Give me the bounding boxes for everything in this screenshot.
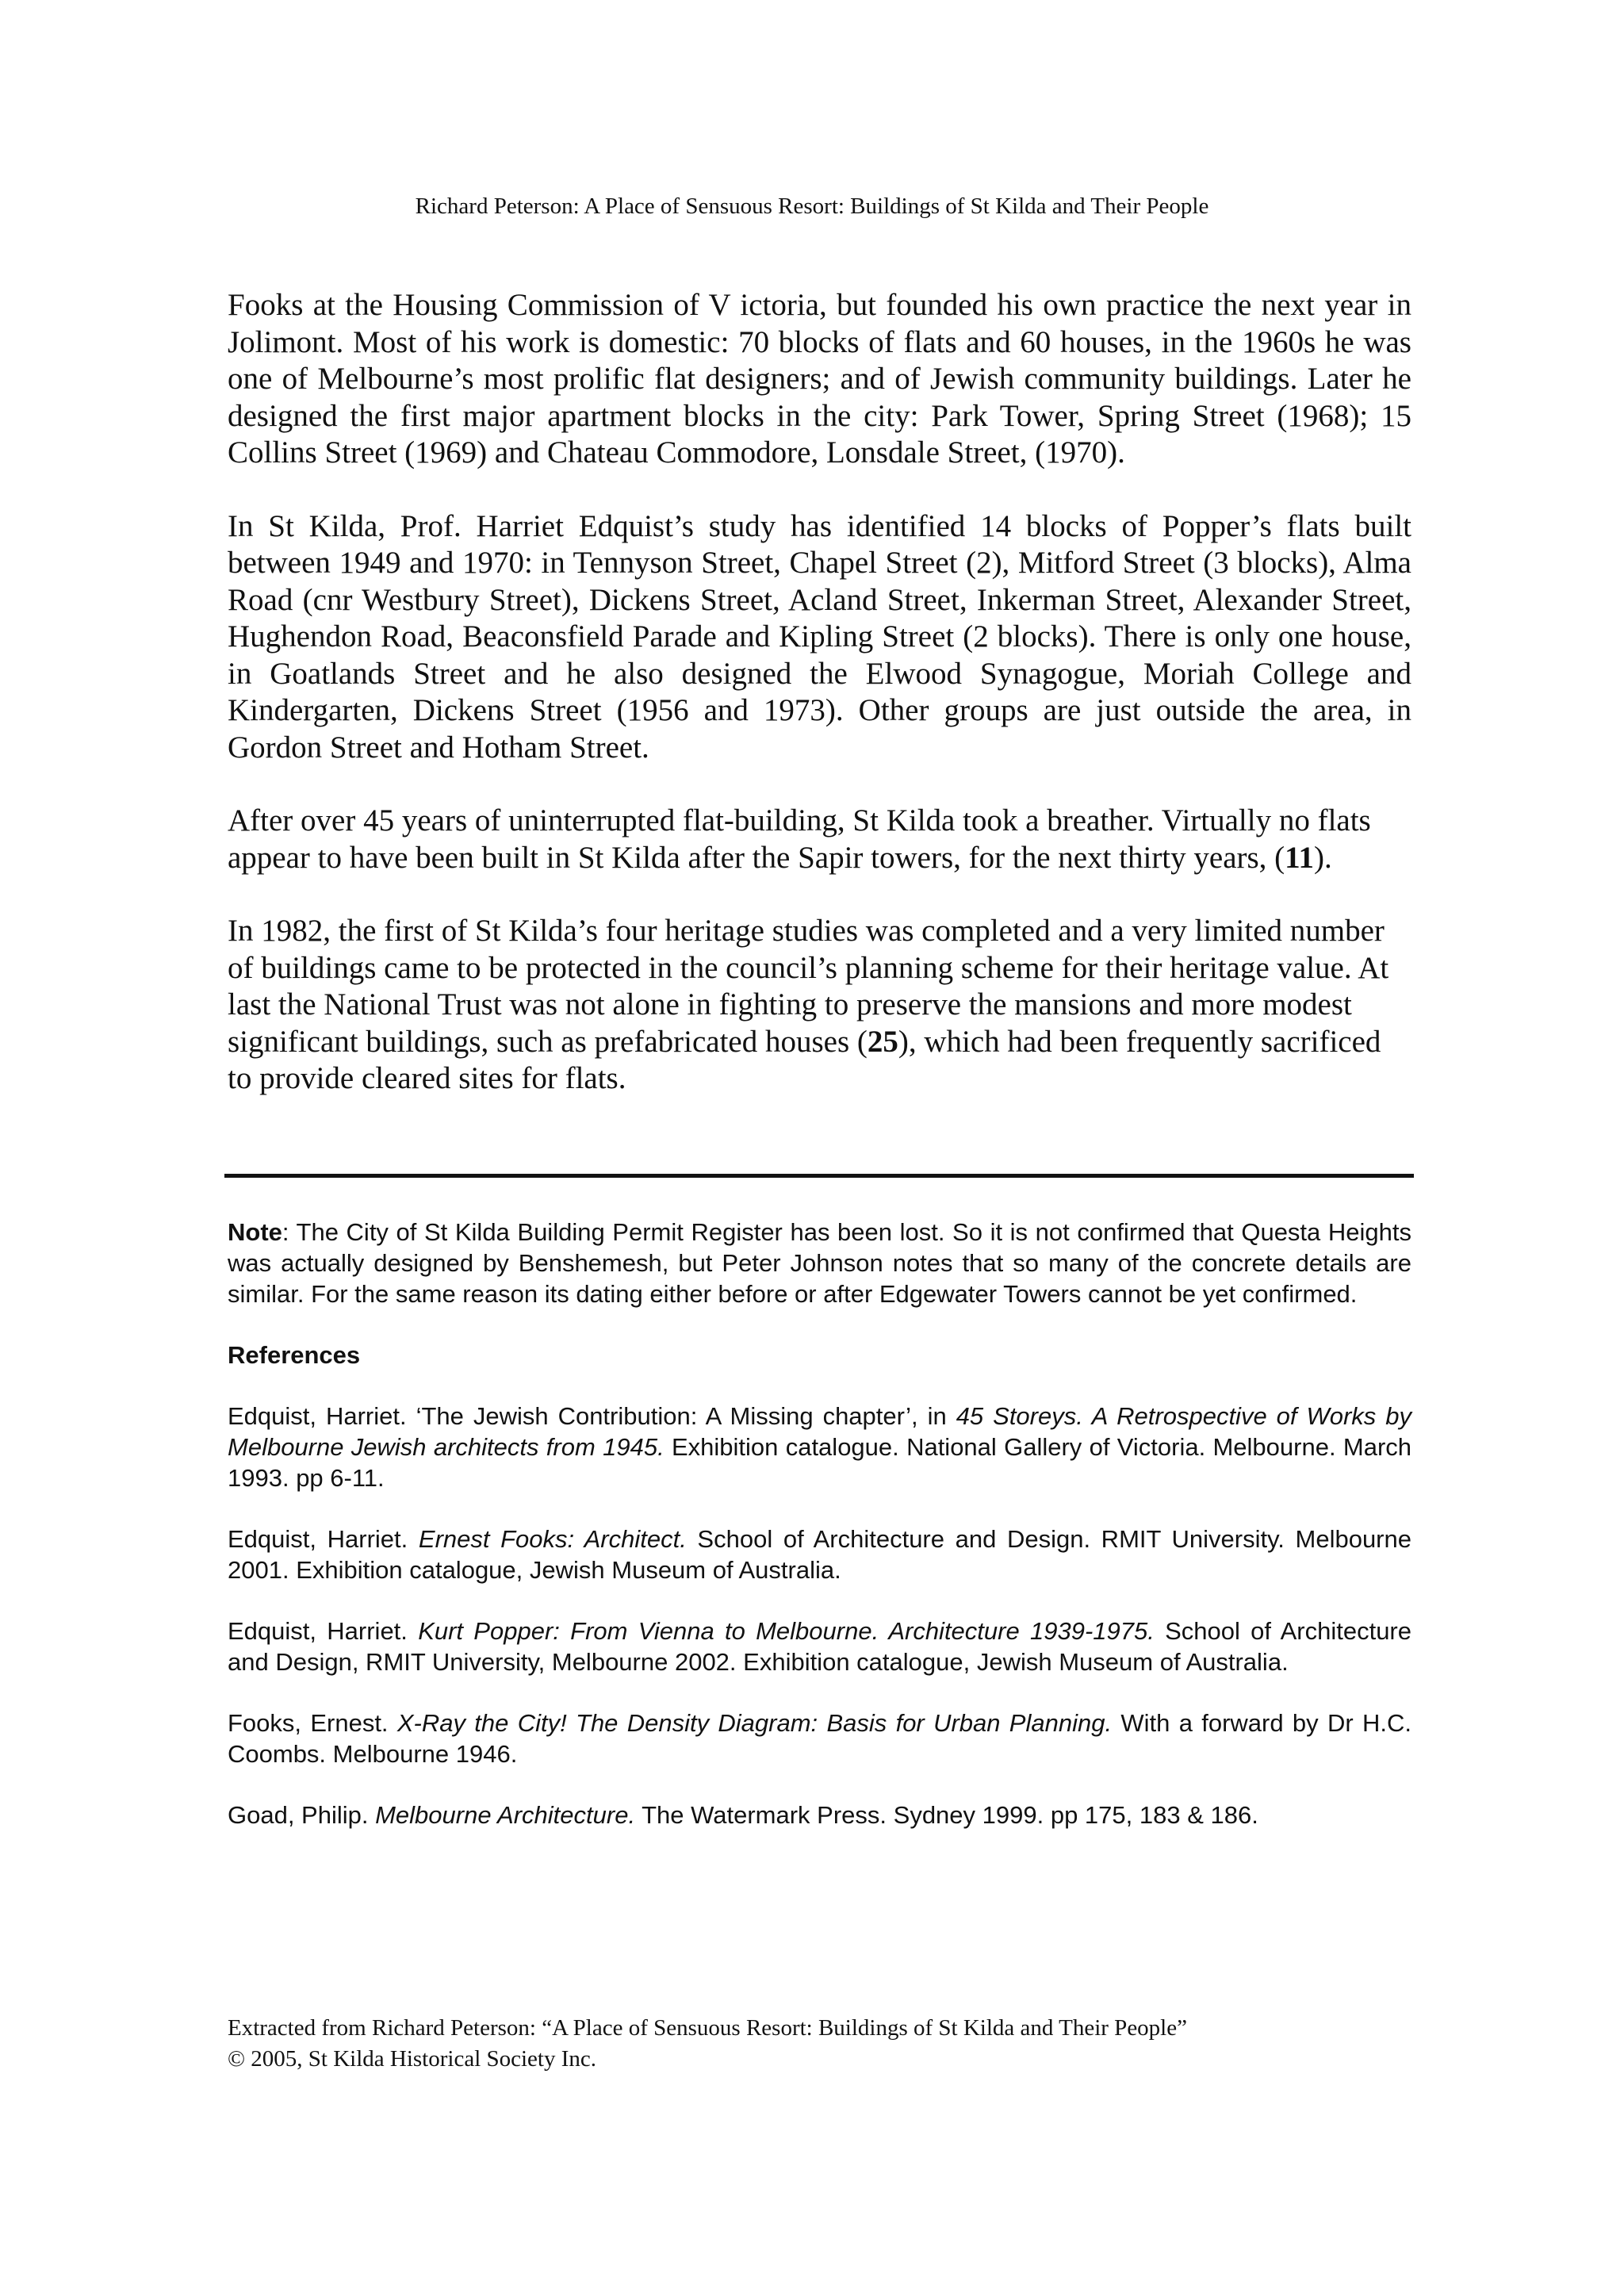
notes-section	[228, 1217, 1411, 1861]
figure-reference: 11	[1285, 840, 1315, 875]
paragraph-text: ), which had been frequently sacrificed to provide cleared sites for flats.	[228, 1024, 1381, 1095]
reference-title: 45 Storeys. A Retrospective of Works by Melbourne Jewish architects from 1945.	[228, 1402, 1411, 1461]
running-header: Richard Peterson: A Place of Sensuous Resort: Buildings of St Kilda and Their People	[415, 194, 1209, 219]
note-label: Note	[228, 1218, 282, 1246]
reference-item	[228, 1401, 1411, 1493]
reference-author: Edquist, Harriet.	[228, 1525, 419, 1553]
reference-author: Fooks, Ernest.	[228, 1709, 397, 1737]
reference-title: X-Ray the City! The Density Diagram: Basis for Urban Planning.	[396, 1709, 1113, 1737]
section-divider	[224, 1174, 1414, 1178]
footer-copyright-line: © 2005, St Kilda Historical Society Inc.	[228, 2046, 597, 2072]
paragraph-text: ).	[1314, 840, 1332, 875]
reference-details: The Watermark Press. Sydney 1999. pp 175, 183 & 186.	[635, 1801, 1258, 1829]
reference-item	[228, 1800, 1411, 1830]
note-text: : The City of St Kilda Building Permit Register has been lost. So it is not confirmed that Questa Heights was actually designed by Benshemesh, but Peter Johnson notes that so many of the concrete details are similar. For the same reason its dating either before or after Edgewater Towers cannot be yet confirmed.	[228, 1218, 1411, 1308]
reference-title: Ernest Fooks: Architect.	[418, 1525, 687, 1553]
reference-author: Edquist, Harriet.	[228, 1617, 419, 1645]
reference-author: Edquist, Harriet. ‘The Jewish Contribution: A Missing chapter’, in	[228, 1402, 956, 1430]
paragraph-fooks: Fooks at the Housing Commission of V ictoria, but founded his own practice the next year in Jolimont. Most of his work is domestic: 70 blocks of flats and 60 houses, in the 1960s he was one of Melbourne’s most prolific flat designers; and of Jewish community buildings. Later he designed the first major apartment blocks in the city: Park Tower, Spring Street (1968); 15 Collins Street (1969) and Chateau Commodore, Lonsdale Street, (1970).	[228, 288, 1411, 470]
reference-item	[228, 1708, 1411, 1769]
page-footer	[228, 2013, 1411, 2075]
reference-item	[228, 1524, 1411, 1585]
paragraph-breather	[228, 803, 1411, 876]
note-paragraph	[228, 1217, 1411, 1309]
reference-details: School of Architecture and Design, RMIT University, Melbourne 2002. Exhibition catalogue, Jewish Museum of Australia.	[228, 1617, 1411, 1676]
paragraph-heritage	[228, 913, 1411, 1098]
reference-details: School of Architecture and Design. RMIT University. Melbourne 2001. Exhibition catalogue, Jewish Museum of Australia.	[228, 1525, 1411, 1584]
references-heading: References	[228, 1341, 361, 1369]
reference-author: Goad, Philip.	[228, 1801, 376, 1829]
paragraph-text: After over 45 years of uninterrupted flat-building, St Kilda took a breather. Virtually no flats appear to have been built in St Kilda after the Sapir towers, for the next thirty years, (	[228, 803, 1371, 875]
reference-details: Exhibition catalogue. National Gallery of Victoria. Melbourne. March 1993. pp 6-11.	[228, 1433, 1412, 1492]
reference-title: Kurt Popper: From Vienna to Melbourne. Architecture 1939-1975.	[418, 1617, 1155, 1645]
reference-title: Melbourne Architecture.	[375, 1801, 636, 1829]
paragraph-popper-flats: In St Kilda, Prof. Harriet Edquist’s study has identified 14 blocks of Popper’s flats built between 1949 and 1970: in Tennyson Street, Chapel Street (2), Mitford Street (3 blocks), Alma Road (cnr Westbury Street), Dickens Street, Acland Street, Inkerman Street, Alexander Street, Hughendon Road, Beaconsfield Parade and Kipling Street (2 blocks). There is only one house, in Goatlands Street and he also designed the Elwood Synagogue, Moriah College and Kindergarten, Dickens Street (1956 and 1973). Other groups are just outside the area, in Gordon Street and Hotham Street.	[228, 508, 1411, 765]
reference-details: With a forward by Dr H.C. Coombs. Melbourne 1946.	[228, 1709, 1411, 1768]
reference-item	[228, 1616, 1411, 1677]
main-body	[228, 287, 1411, 1134]
paragraph-text: In 1982, the first of St Kilda’s four heritage studies was completed and a very limited number of buildings came to be protected in the council’s planning scheme for their heritage value. At last the National Trust was not alone in fighting to preserve the mansions and more modest significant buildings, such as prefabricated houses (	[228, 914, 1389, 1059]
figure-reference: 25	[867, 1024, 898, 1059]
footer-source-line: Extracted from Richard Peterson: “A Place of Sensuous Resort: Buildings of St Kilda and Their People”	[228, 2015, 1187, 2041]
